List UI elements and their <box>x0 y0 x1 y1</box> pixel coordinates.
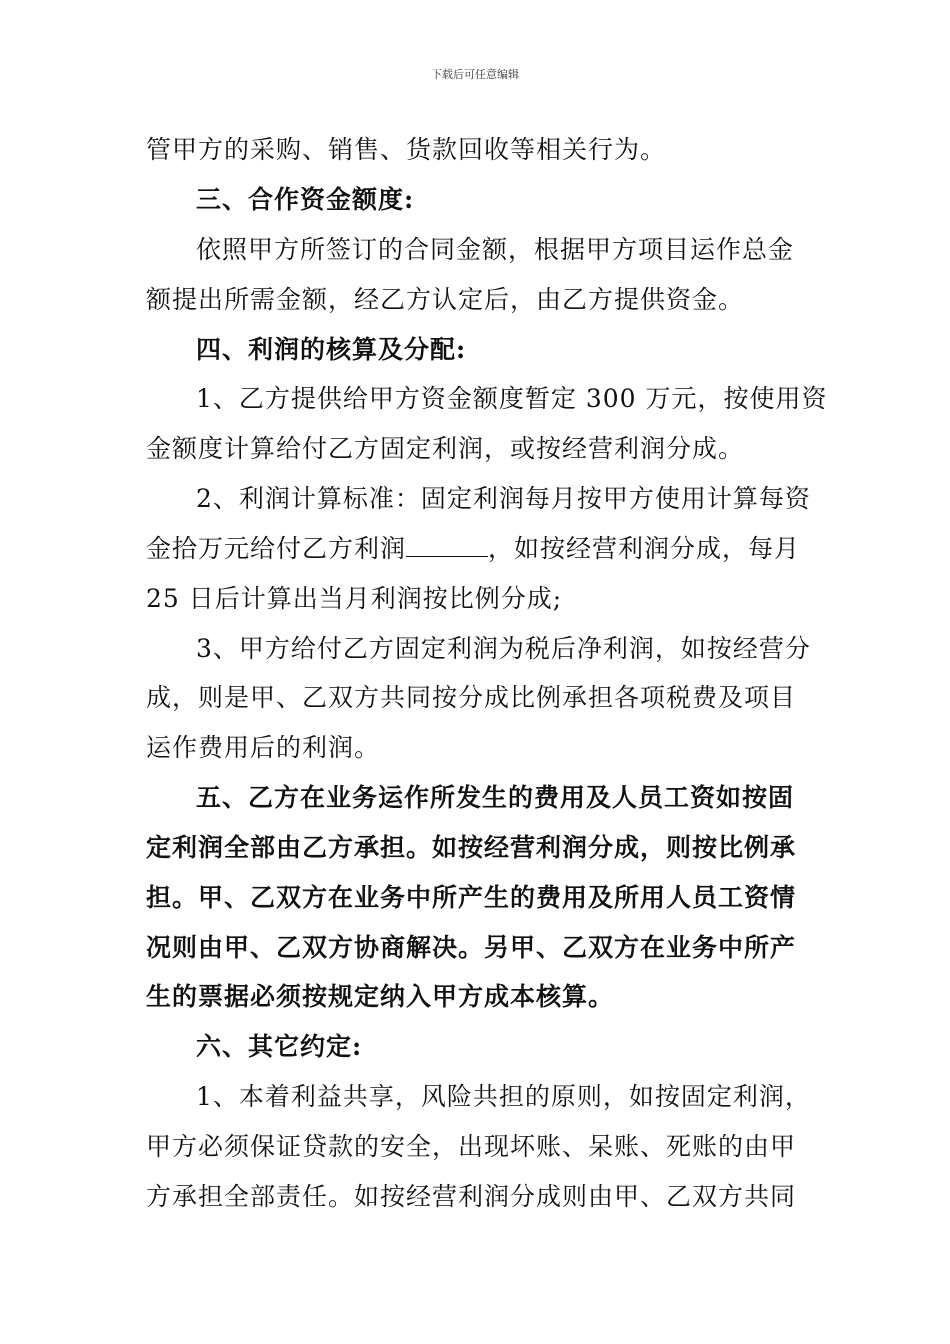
page-header: 下载后可任意编辑 <box>431 68 519 81</box>
paragraph-line: 方承担全部责任。如按经营利润分成则由甲、乙双方共同 <box>146 1182 797 1211</box>
section-5-line: 定利润全部由乙方承担。如按经营利润分成，则按比例承 <box>146 833 797 862</box>
paragraph-line: 甲方必须保证贷款的安全，出现坏账、呆账、死账的由甲 <box>146 1132 797 1161</box>
paragraph-line: 运作费用后的利润。 <box>146 733 381 762</box>
paragraph-line: 成，则是甲、乙双方共同按分成比例承担各项税费及项目 <box>146 683 797 712</box>
fill-in-blank <box>406 534 488 557</box>
paragraph-line: 3、甲方给付乙方固定利润为税后净利润，如按经营分 <box>196 634 811 663</box>
paragraph-line: 管甲方的采购、销售、货款回收等相关行为。 <box>146 135 667 164</box>
paragraph-line: 依照甲方所签订的合同金额，根据甲方项目运作总金 <box>196 235 795 264</box>
paragraph-line: 额提出所需金额，经乙方认定后，由乙方提供资金。 <box>146 285 745 314</box>
paragraph-line-with-blank <box>146 532 826 566</box>
section-5-line: 生的票据必须按规定纳入甲方成本核算。 <box>146 982 615 1011</box>
section-heading-4: 四、利润的核算及分配: <box>196 335 467 364</box>
section-5-line: 况则由甲、乙双方协商解决。另甲、乙双方在业务中所产 <box>146 933 797 962</box>
section-heading-3: 三、合作资金额度: <box>196 185 415 214</box>
paragraph-line: 1、本着利益共享，风险共担的原则，如按固定利润， <box>196 1082 811 1111</box>
line-text: ，如按经营利润分成，每月 <box>488 534 801 563</box>
line-text: 金拾万元给付乙方利润 <box>146 534 407 563</box>
section-5-line: 担。甲、乙双方在业务中所产生的费用及所用人员工资情 <box>146 883 797 912</box>
paragraph-line: 25 日后计算出当月利润按比例分成; <box>146 584 563 613</box>
paragraph-line: 1、乙方提供给甲方资金额度暂定 300 万元，按使用资 <box>196 384 828 413</box>
paragraph-line: 2、利润计算标准：固定利润每月按甲方使用计算每资 <box>196 484 811 513</box>
paragraph-line: 金额度计算给付乙方固定利润，或按经营利润分成。 <box>146 434 745 463</box>
section-heading-6: 六、其它约定: <box>196 1032 363 1061</box>
section-5-line: 五、乙方在业务运作所发生的费用及人员工资如按固 <box>196 783 795 812</box>
